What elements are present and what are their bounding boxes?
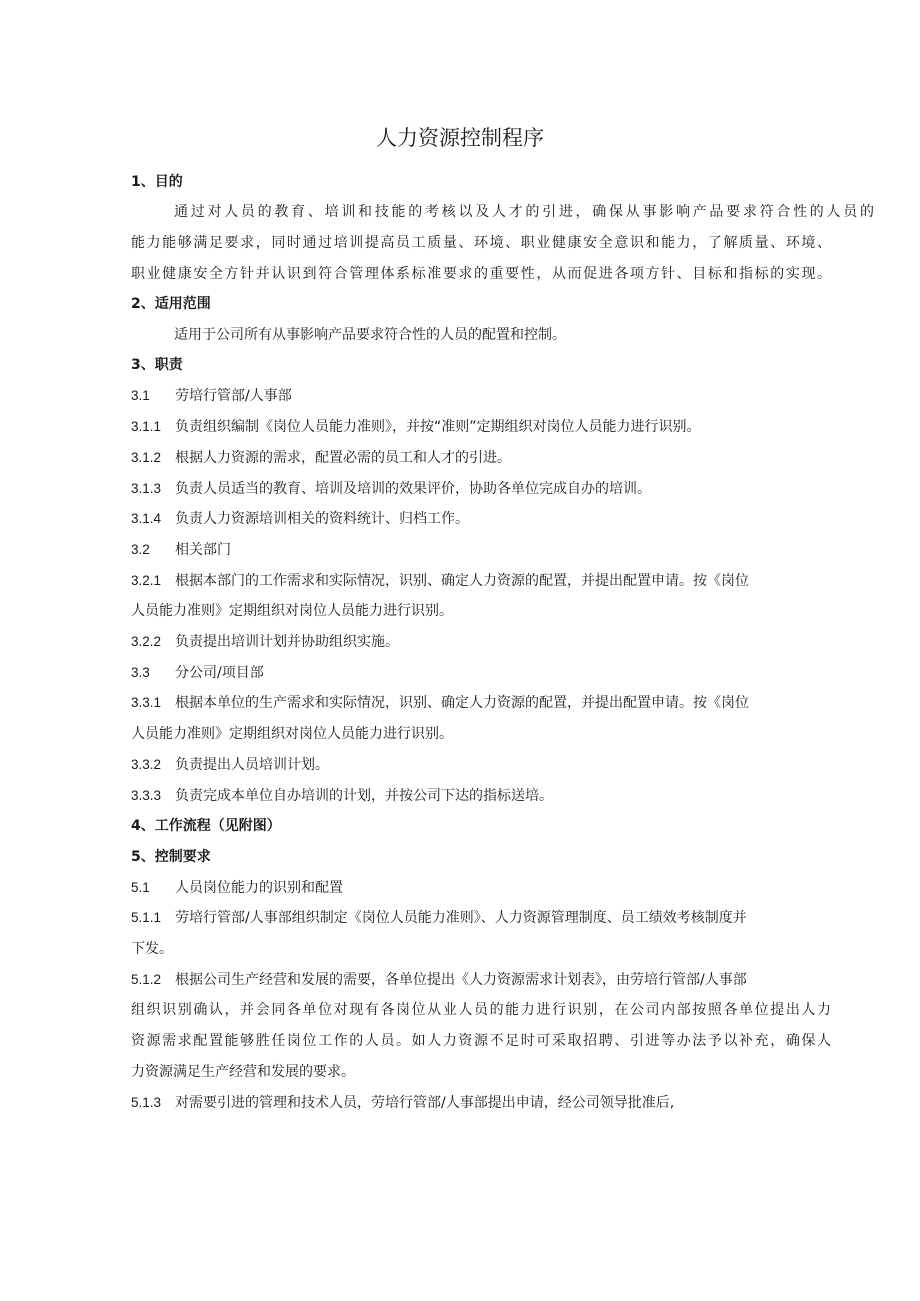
item-text: 负责提出人员培训计划。	[175, 757, 329, 773]
item-number: 5.1.3	[131, 1095, 162, 1110]
item-3-2-2	[131, 631, 831, 653]
item-text: 负责提出培训计划并协助组织实施。	[175, 634, 399, 650]
item-5-1-2	[131, 969, 831, 991]
item-text: 根据本单位的生产需求和实际情况，识别、确定人力资源的配置，并提出配置申请。按《岗位	[175, 695, 749, 711]
item-3-1-1	[131, 416, 831, 438]
item-text: 负责组织编制《岗位人员能力准则》，并按“准则”定期组织对岗位人员能力进行识别。	[175, 419, 701, 435]
item-3-3-1	[131, 692, 831, 714]
item-number: 5.1	[131, 880, 150, 895]
item-5-1-1-cont: 下发。	[131, 941, 173, 957]
item-number: 5.1.1	[131, 910, 162, 925]
item-3-1	[131, 385, 831, 407]
item-number: 3.2.1	[131, 573, 162, 588]
item-5-1-2-cont-3: 力资源满足生产经营和发展的要求。	[131, 1064, 355, 1080]
item-3-1-2	[131, 447, 831, 469]
section-5-heading: 5、控制要求	[131, 849, 211, 865]
item-number: 3.3.2	[131, 757, 162, 772]
item-text: 人员岗位能力的识别和配置	[175, 880, 343, 896]
item-text: 根据本部门的工作需求和实际情况，识别、确定人力资源的配置，并提出配置申请。按《岗位	[175, 573, 749, 589]
item-5-1-2-cont-1: 组织识别确认，并会同各单位对现有各岗位从业人员的能力进行识别，在公司内部按照各单位提出人力	[131, 1002, 831, 1018]
item-number: 3.3	[131, 665, 150, 680]
item-number: 3.1.1	[131, 419, 162, 434]
item-text: 相关部门	[175, 542, 231, 558]
item-text: 根据人力资源的需求，配置必需的员工和人才的引进。	[175, 450, 511, 466]
section-1-para-line-1: 通过对人员的教育、培训和技能的考核以及人才的引进，确保从事影响产品要求符合性的人员的	[174, 204, 874, 220]
item-number: 5.1.2	[131, 972, 162, 987]
item-number: 3.1	[131, 388, 150, 403]
item-number: 3.3.3	[131, 788, 162, 803]
section-1-para-line-2: 能力能够满足要求，同时通过培训提高员工质量、环境、职业健康安全意识和能力，了解质量、环境、	[131, 235, 831, 251]
item-number: 3.1.4	[131, 511, 162, 526]
section-2-heading: 2、适用范围	[131, 296, 211, 312]
item-text: 根据公司生产经营和发展的需要，各单位提出《人力资源需求计划表》，由劳培行管部/人事部	[175, 972, 747, 988]
item-5-1	[131, 877, 831, 899]
item-3-1-3	[131, 478, 831, 500]
item-5-1-1	[131, 907, 831, 929]
section-4-heading: 4、工作流程（见附图）	[131, 818, 281, 834]
section-1-para-line-3: 职业健康安全方针并认识到符合管理体系标准要求的重要性，从而促进各项方针、目标和指标的实现。	[131, 266, 831, 282]
item-3-3-2	[131, 754, 831, 776]
item-text: 负责人员适当的教育、培训及培训的效果评价，协助各单位完成自办的培训。	[175, 481, 651, 497]
item-number: 3.2	[131, 542, 150, 557]
item-text: 分公司/项目部	[175, 665, 264, 681]
item-3-3-1-cont: 人员能力准则》定期组织对岗位人员能力进行识别。	[131, 726, 453, 742]
section-1-heading: 1、目的	[131, 174, 183, 190]
item-text: 负责完成本单位自办培训的计划，并按公司下达的指标送培。	[175, 788, 553, 804]
item-5-1-2-cont-2: 资源需求配置能够胜任岗位工作的人员。如人力资源不足时可采取招聘、引进等办法予以补充，确保人	[131, 1033, 831, 1049]
item-3-2-1-cont: 人员能力准则》定期组织对岗位人员能力进行识别。	[131, 603, 453, 619]
section-3-heading: 3、职责	[131, 357, 183, 373]
item-text: 负责人力资源培训相关的资料统计、归档工作。	[175, 511, 469, 527]
item-3-1-4	[131, 508, 831, 530]
item-3-3	[131, 662, 831, 684]
section-2-para: 适用于公司所有从事影响产品要求符合性的人员的配置和控制。	[174, 327, 566, 343]
item-number: 3.1.2	[131, 450, 162, 465]
item-3-2	[131, 539, 831, 561]
item-text: 劳培行管部/人事部	[175, 388, 292, 404]
item-text: 劳培行管部/人事部组织制定《岗位人员能力准则》、人力资源管理制度、员工绩效考核制度并	[175, 910, 747, 926]
item-number: 3.3.1	[131, 695, 162, 710]
item-number: 3.2.2	[131, 634, 162, 649]
item-number: 3.1.3	[131, 481, 162, 496]
item-3-3-3	[131, 785, 831, 807]
item-text: 对需要引进的管理和技术人员，劳培行管部/人事部提出申请，经公司领导批准后,	[175, 1095, 675, 1111]
item-5-1-3	[131, 1092, 831, 1114]
page-title: 人力资源控制程序	[376, 126, 544, 150]
item-3-2-1	[131, 570, 831, 592]
